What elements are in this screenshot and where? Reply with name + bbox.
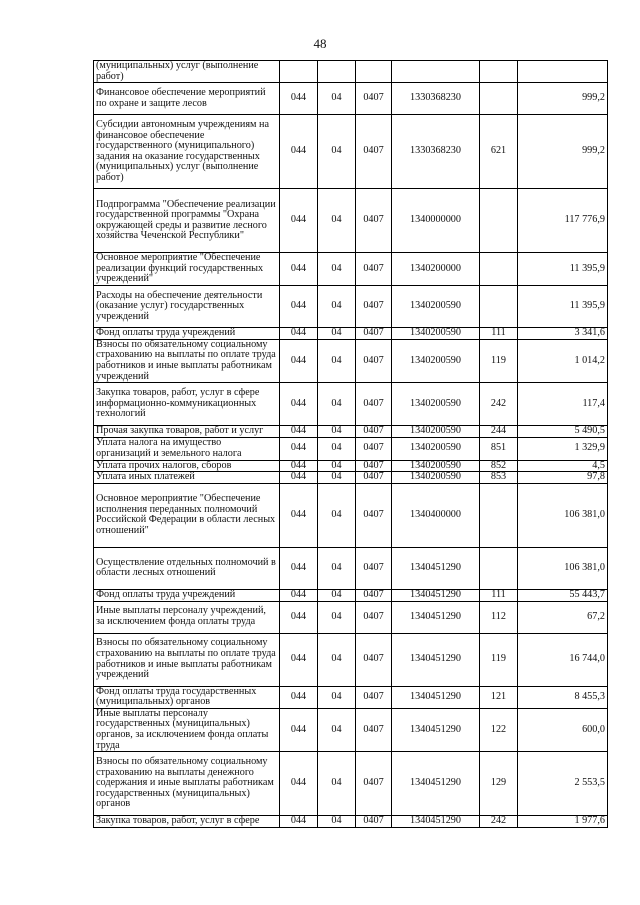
ministry-code-cell: 044 <box>280 328 318 340</box>
row-name-cell: Субсидии автономным учреждениям на финансовое обеспечение государственного (муниципального) задания на оказание государственных (муниципальных) услуг (выполнение работ) <box>94 115 280 189</box>
expense-type-cell: 851 <box>480 437 518 460</box>
amount-cell: 999,2 <box>518 83 608 115</box>
expense-type-cell: 112 <box>480 601 518 633</box>
table-row <box>94 328 608 340</box>
target-article-cell: 1340200590 <box>392 472 480 484</box>
amount-cell: 11 395,9 <box>518 253 608 286</box>
section-code-cell: 04 <box>318 708 356 751</box>
target-article-cell: 1340200590 <box>392 426 480 438</box>
target-article-cell: 1340400000 <box>392 483 480 547</box>
table-row <box>94 189 608 253</box>
ministry-code-cell: 044 <box>280 601 318 633</box>
ministry-code-cell: 044 <box>280 633 318 686</box>
subsection-code-cell: 0407 <box>356 460 392 472</box>
table-row <box>94 472 608 484</box>
target-article-cell: 1340451290 <box>392 633 480 686</box>
table-row <box>94 83 608 115</box>
row-name-cell: Уплата иных платежей <box>94 472 280 484</box>
expense-type-cell <box>480 189 518 253</box>
row-name-cell: Основное мероприятие "Обеспечение реализации функций государственных учреждений" <box>94 253 280 286</box>
expense-type-cell: 129 <box>480 752 518 816</box>
amount-cell: 11 395,9 <box>518 286 608 328</box>
table-row <box>94 708 608 751</box>
ministry-code-cell: 044 <box>280 752 318 816</box>
section-code-cell: 04 <box>318 253 356 286</box>
subsection-code-cell: 0407 <box>356 472 392 484</box>
section-code-cell: 04 <box>318 189 356 253</box>
ministry-code-cell: 044 <box>280 483 318 547</box>
row-name-cell: Взносы по обязательному социальному страхованию на выплаты денежного содержания и иные выплаты работникам государственных (муниципальных) органов <box>94 752 280 816</box>
section-code-cell <box>318 61 356 83</box>
subsection-code-cell: 0407 <box>356 686 392 708</box>
page-number: 48 <box>313 36 327 51</box>
amount-cell: 106 381,0 <box>518 483 608 547</box>
section-code-cell: 04 <box>318 115 356 189</box>
row-name-cell: Уплата прочих налогов, сборов <box>94 460 280 472</box>
row-name-cell: Уплата налога на имущество организаций и земельного налога <box>94 437 280 460</box>
subsection-code-cell: 0407 <box>356 752 392 816</box>
expense-type-cell: 119 <box>480 633 518 686</box>
amount-cell: 67,2 <box>518 601 608 633</box>
table-row <box>94 816 608 828</box>
target-article-cell: 1340451290 <box>392 686 480 708</box>
section-code-cell: 04 <box>318 426 356 438</box>
row-name-cell: Закупка товаров, работ, услуг в сфере <box>94 816 280 828</box>
table-row <box>94 601 608 633</box>
expense-type-cell <box>480 547 518 589</box>
section-code-cell: 04 <box>318 460 356 472</box>
expense-type-cell <box>480 61 518 83</box>
ministry-code-cell: 044 <box>280 472 318 484</box>
amount-cell: 600,0 <box>518 708 608 751</box>
ministry-code-cell: 044 <box>280 589 318 601</box>
expense-type-cell: 122 <box>480 708 518 751</box>
amount-cell: 8 455,3 <box>518 686 608 708</box>
table-row <box>94 460 608 472</box>
table-row <box>94 383 608 426</box>
expense-type-cell <box>480 253 518 286</box>
amount-cell: 117,4 <box>518 383 608 426</box>
table-row <box>94 752 608 816</box>
target-article-cell: 1340200590 <box>392 328 480 340</box>
section-code-cell: 04 <box>318 686 356 708</box>
table-row <box>94 253 608 286</box>
amount-cell: 1 329,9 <box>518 437 608 460</box>
target-article-cell: 1340000000 <box>392 189 480 253</box>
row-name-cell: Взносы по обязательному социальному страхованию на выплаты по оплате труда работников и иные выплаты работникам учреждений <box>94 633 280 686</box>
budget-table <box>93 60 608 828</box>
amount-cell: 1 014,2 <box>518 339 608 382</box>
amount-cell: 97,8 <box>518 472 608 484</box>
row-name-cell: Осуществление отдельных полномочий в области лесных отношений <box>94 547 280 589</box>
ministry-code-cell: 044 <box>280 339 318 382</box>
section-code-cell: 04 <box>318 483 356 547</box>
amount-cell: 4,5 <box>518 460 608 472</box>
amount-cell <box>518 61 608 83</box>
amount-cell: 3 341,6 <box>518 328 608 340</box>
subsection-code-cell: 0407 <box>356 339 392 382</box>
target-article-cell: 1340451290 <box>392 708 480 751</box>
subsection-code-cell: 0407 <box>356 816 392 828</box>
section-code-cell: 04 <box>318 472 356 484</box>
subsection-code-cell: 0407 <box>356 328 392 340</box>
ministry-code-cell: 044 <box>280 437 318 460</box>
row-name-cell: Взносы по обязательному социальному страхованию на выплаты по оплате труда работников и иные выплаты работникам учреждений <box>94 339 280 382</box>
table-row <box>94 483 608 547</box>
target-article-cell: 1340200590 <box>392 286 480 328</box>
ministry-code-cell: 044 <box>280 253 318 286</box>
subsection-code-cell: 0407 <box>356 437 392 460</box>
expense-type-cell: 111 <box>480 589 518 601</box>
row-name-cell: Иные выплаты персоналу учреждений, за исключением фонда оплаты труда <box>94 601 280 633</box>
target-article-cell: 1340200590 <box>392 460 480 472</box>
target-article-cell: 1340200590 <box>392 437 480 460</box>
section-code-cell: 04 <box>318 83 356 115</box>
subsection-code-cell: 0407 <box>356 83 392 115</box>
amount-cell: 5 490,5 <box>518 426 608 438</box>
subsection-code-cell: 0407 <box>356 589 392 601</box>
section-code-cell: 04 <box>318 633 356 686</box>
expense-type-cell: 119 <box>480 339 518 382</box>
table-row <box>94 286 608 328</box>
row-name-cell: Закупка товаров, работ, услуг в сфере информационно-коммуникационных технологий <box>94 383 280 426</box>
section-code-cell: 04 <box>318 547 356 589</box>
row-name-cell: Иные выплаты персоналу государственных (муниципальных) органов, за исключением фонда оплаты труда <box>94 708 280 751</box>
ministry-code-cell: 044 <box>280 115 318 189</box>
target-article-cell: 1330368230 <box>392 83 480 115</box>
subsection-code-cell: 0407 <box>356 253 392 286</box>
table-row <box>94 61 608 83</box>
ministry-code-cell: 044 <box>280 686 318 708</box>
ministry-code-cell <box>280 61 318 83</box>
section-code-cell: 04 <box>318 752 356 816</box>
ministry-code-cell: 044 <box>280 547 318 589</box>
section-code-cell: 04 <box>318 816 356 828</box>
expense-type-cell: 121 <box>480 686 518 708</box>
table-body <box>94 61 608 828</box>
expense-type-cell <box>480 286 518 328</box>
expense-type-cell: 242 <box>480 816 518 828</box>
table-row <box>94 437 608 460</box>
subsection-code-cell: 0407 <box>356 115 392 189</box>
amount-cell: 999,2 <box>518 115 608 189</box>
row-name-cell: Фонд оплаты труда учреждений <box>94 328 280 340</box>
ministry-code-cell: 044 <box>280 708 318 751</box>
ministry-code-cell: 044 <box>280 286 318 328</box>
table-row <box>94 115 608 189</box>
subsection-code-cell <box>356 61 392 83</box>
target-article-cell: 1340451290 <box>392 752 480 816</box>
target-article-cell: 1330368230 <box>392 115 480 189</box>
amount-cell: 55 443,7 <box>518 589 608 601</box>
expense-type-cell: 111 <box>480 328 518 340</box>
target-article-cell: 1340451290 <box>392 816 480 828</box>
subsection-code-cell: 0407 <box>356 601 392 633</box>
subsection-code-cell: 0407 <box>356 633 392 686</box>
table-row <box>94 686 608 708</box>
row-name-cell: Финансовое обеспечение мероприятий по охране и защите лесов <box>94 83 280 115</box>
section-code-cell: 04 <box>318 437 356 460</box>
ministry-code-cell: 044 <box>280 83 318 115</box>
target-article-cell <box>392 61 480 83</box>
subsection-code-cell: 0407 <box>356 286 392 328</box>
subsection-code-cell: 0407 <box>356 383 392 426</box>
ministry-code-cell: 044 <box>280 816 318 828</box>
target-article-cell: 1340200000 <box>392 253 480 286</box>
ministry-code-cell: 044 <box>280 426 318 438</box>
subsection-code-cell: 0407 <box>356 483 392 547</box>
amount-cell: 106 381,0 <box>518 547 608 589</box>
table-row <box>94 426 608 438</box>
amount-cell: 16 744,0 <box>518 633 608 686</box>
expense-type-cell <box>480 483 518 547</box>
subsection-code-cell: 0407 <box>356 547 392 589</box>
target-article-cell: 1340200590 <box>392 339 480 382</box>
target-article-cell: 1340451290 <box>392 601 480 633</box>
table-row <box>94 589 608 601</box>
section-code-cell: 04 <box>318 383 356 426</box>
target-article-cell: 1340200590 <box>392 383 480 426</box>
amount-cell: 2 553,5 <box>518 752 608 816</box>
amount-cell: 117 776,9 <box>518 189 608 253</box>
ministry-code-cell: 044 <box>280 383 318 426</box>
table-row <box>94 633 608 686</box>
expense-type-cell: 242 <box>480 383 518 426</box>
ministry-code-cell: 044 <box>280 189 318 253</box>
section-code-cell: 04 <box>318 339 356 382</box>
section-code-cell: 04 <box>318 601 356 633</box>
expense-type-cell <box>480 83 518 115</box>
table-row <box>94 339 608 382</box>
section-code-cell: 04 <box>318 286 356 328</box>
ministry-code-cell: 044 <box>280 460 318 472</box>
expense-type-cell: 853 <box>480 472 518 484</box>
row-name-cell: Фонд оплаты труда государственных (муниципальных) органов <box>94 686 280 708</box>
row-name-cell: Прочая закупка товаров, работ и услуг <box>94 426 280 438</box>
subsection-code-cell: 0407 <box>356 708 392 751</box>
row-name-cell: Расходы на обеспечение деятельности (оказание услуг) государственных учреждений <box>94 286 280 328</box>
section-code-cell: 04 <box>318 589 356 601</box>
subsection-code-cell: 0407 <box>356 189 392 253</box>
row-name-cell: (муниципальных) услуг (выполнение работ) <box>94 61 280 83</box>
section-code-cell: 04 <box>318 328 356 340</box>
amount-cell: 1 977,6 <box>518 816 608 828</box>
row-name-cell: Фонд оплаты труда учреждений <box>94 589 280 601</box>
row-name-cell: Основное мероприятие "Обеспечение исполнения переданных полномочий Российской Федерации в области лесных отношений" <box>94 483 280 547</box>
subsection-code-cell: 0407 <box>356 426 392 438</box>
expense-type-cell: 244 <box>480 426 518 438</box>
expense-type-cell: 852 <box>480 460 518 472</box>
expense-type-cell: 621 <box>480 115 518 189</box>
row-name-cell: Подпрограмма "Обеспечение реализации государственной программы "Охрана окружающей среды и развитие лесного хозяйства Чеченской Республики" <box>94 189 280 253</box>
table-row <box>94 547 608 589</box>
target-article-cell: 1340451290 <box>392 589 480 601</box>
target-article-cell: 1340451290 <box>392 547 480 589</box>
